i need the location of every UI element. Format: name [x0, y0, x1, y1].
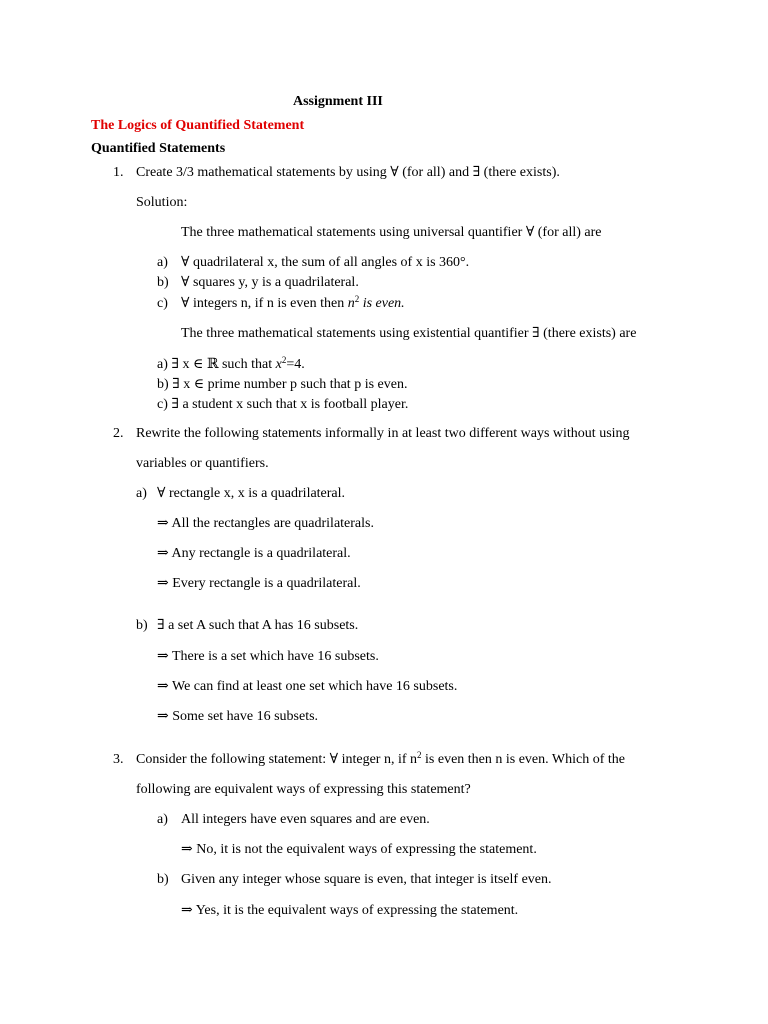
q2b-answer-2: ⇒ We can find at least one set which have 16 subsets. [157, 679, 458, 694]
q3-text-line2: following are equivalent ways of expressing this statement? [136, 782, 471, 797]
q2b-statement: ∃ a set A such that A has 16 subsets. [157, 618, 359, 633]
section-heading: Quantified Statements [91, 141, 226, 156]
q1-existential-item-a: a) ∃ x ∈ ℝ such that $x^2=4$. [157, 355, 305, 372]
q2a-answer-2: ⇒ Any rectangle is a quadrilateral. [157, 546, 351, 561]
q1-universal-marker-c: c) [157, 296, 168, 311]
q2a-answer-1: ⇒ All the rectangles are quadrilaterals. [157, 516, 374, 531]
q2a-answer-3: ⇒ Every rectangle is a quadrilateral. [157, 576, 361, 591]
q3a-marker: a) [157, 812, 168, 827]
q1-universal-marker-b: b) [157, 275, 169, 290]
q2-text-line2: variables or quantifiers. [136, 456, 269, 471]
q1-number: 1. [113, 165, 124, 180]
q3-text-line1: Consider the following statement: ∀ integer n, if $n^2$ is even then n is even. Which of the [136, 750, 625, 767]
q1-existential-item-b: b) ∃ x ∈ prime number p such that p is even. [157, 377, 408, 392]
q2a-statement: ∀ rectangle x, x is a quadrilateral. [157, 486, 346, 501]
q2-number: 2. [113, 426, 124, 441]
q2a-marker: a) [136, 486, 147, 501]
page-title: Assignment III [293, 94, 383, 109]
q1-universal-marker-a: a) [157, 255, 168, 270]
q1-universal-intro: The three mathematical statements using universal quantifier ∀ (for all) are [181, 225, 602, 240]
q3b-answer: ⇒ Yes, it is the equivalent ways of expressing the statement. [181, 903, 519, 918]
q1-universal-item-a: ∀ quadrilateral x, the sum of all angles of x is 360°. [181, 255, 470, 270]
page-subtitle: The Logics of Quantified Statement [91, 118, 305, 133]
q1-solution-label: Solution: [136, 195, 188, 210]
q1-text: Create 3/3 mathematical statements by using ∀ (for all) and ∃ (there exists). [136, 165, 560, 180]
q3b-text: Given any integer whose square is even, that integer is itself even. [181, 872, 552, 887]
q2-text-line1: Rewrite the following statements informally in at least two different ways without using [136, 426, 630, 441]
q2b-marker: b) [136, 618, 148, 633]
q2b-answer-1: ⇒ There is a set which have 16 subsets. [157, 649, 379, 664]
q3a-text: All integers have even squares and are even. [181, 812, 430, 827]
q3-number: 3. [113, 752, 124, 767]
q2b-answer-3: ⇒ Some set have 16 subsets. [157, 709, 319, 724]
q1-universal-item-b: ∀ squares y, y is a quadrilateral. [181, 275, 359, 290]
q1-existential-item-c: c) ∃ a student x such that x is football player. [157, 397, 409, 412]
q1-existential-intro: The three mathematical statements using existential quantifier ∃ (there exists) are [181, 326, 637, 341]
q3b-marker: b) [157, 872, 169, 887]
q3a-answer: ⇒ No, it is not the equivalent ways of expressing the statement. [181, 842, 537, 857]
q1-universal-item-c: ∀ integers n, if n is even then $n^2$ is even. [181, 294, 405, 311]
